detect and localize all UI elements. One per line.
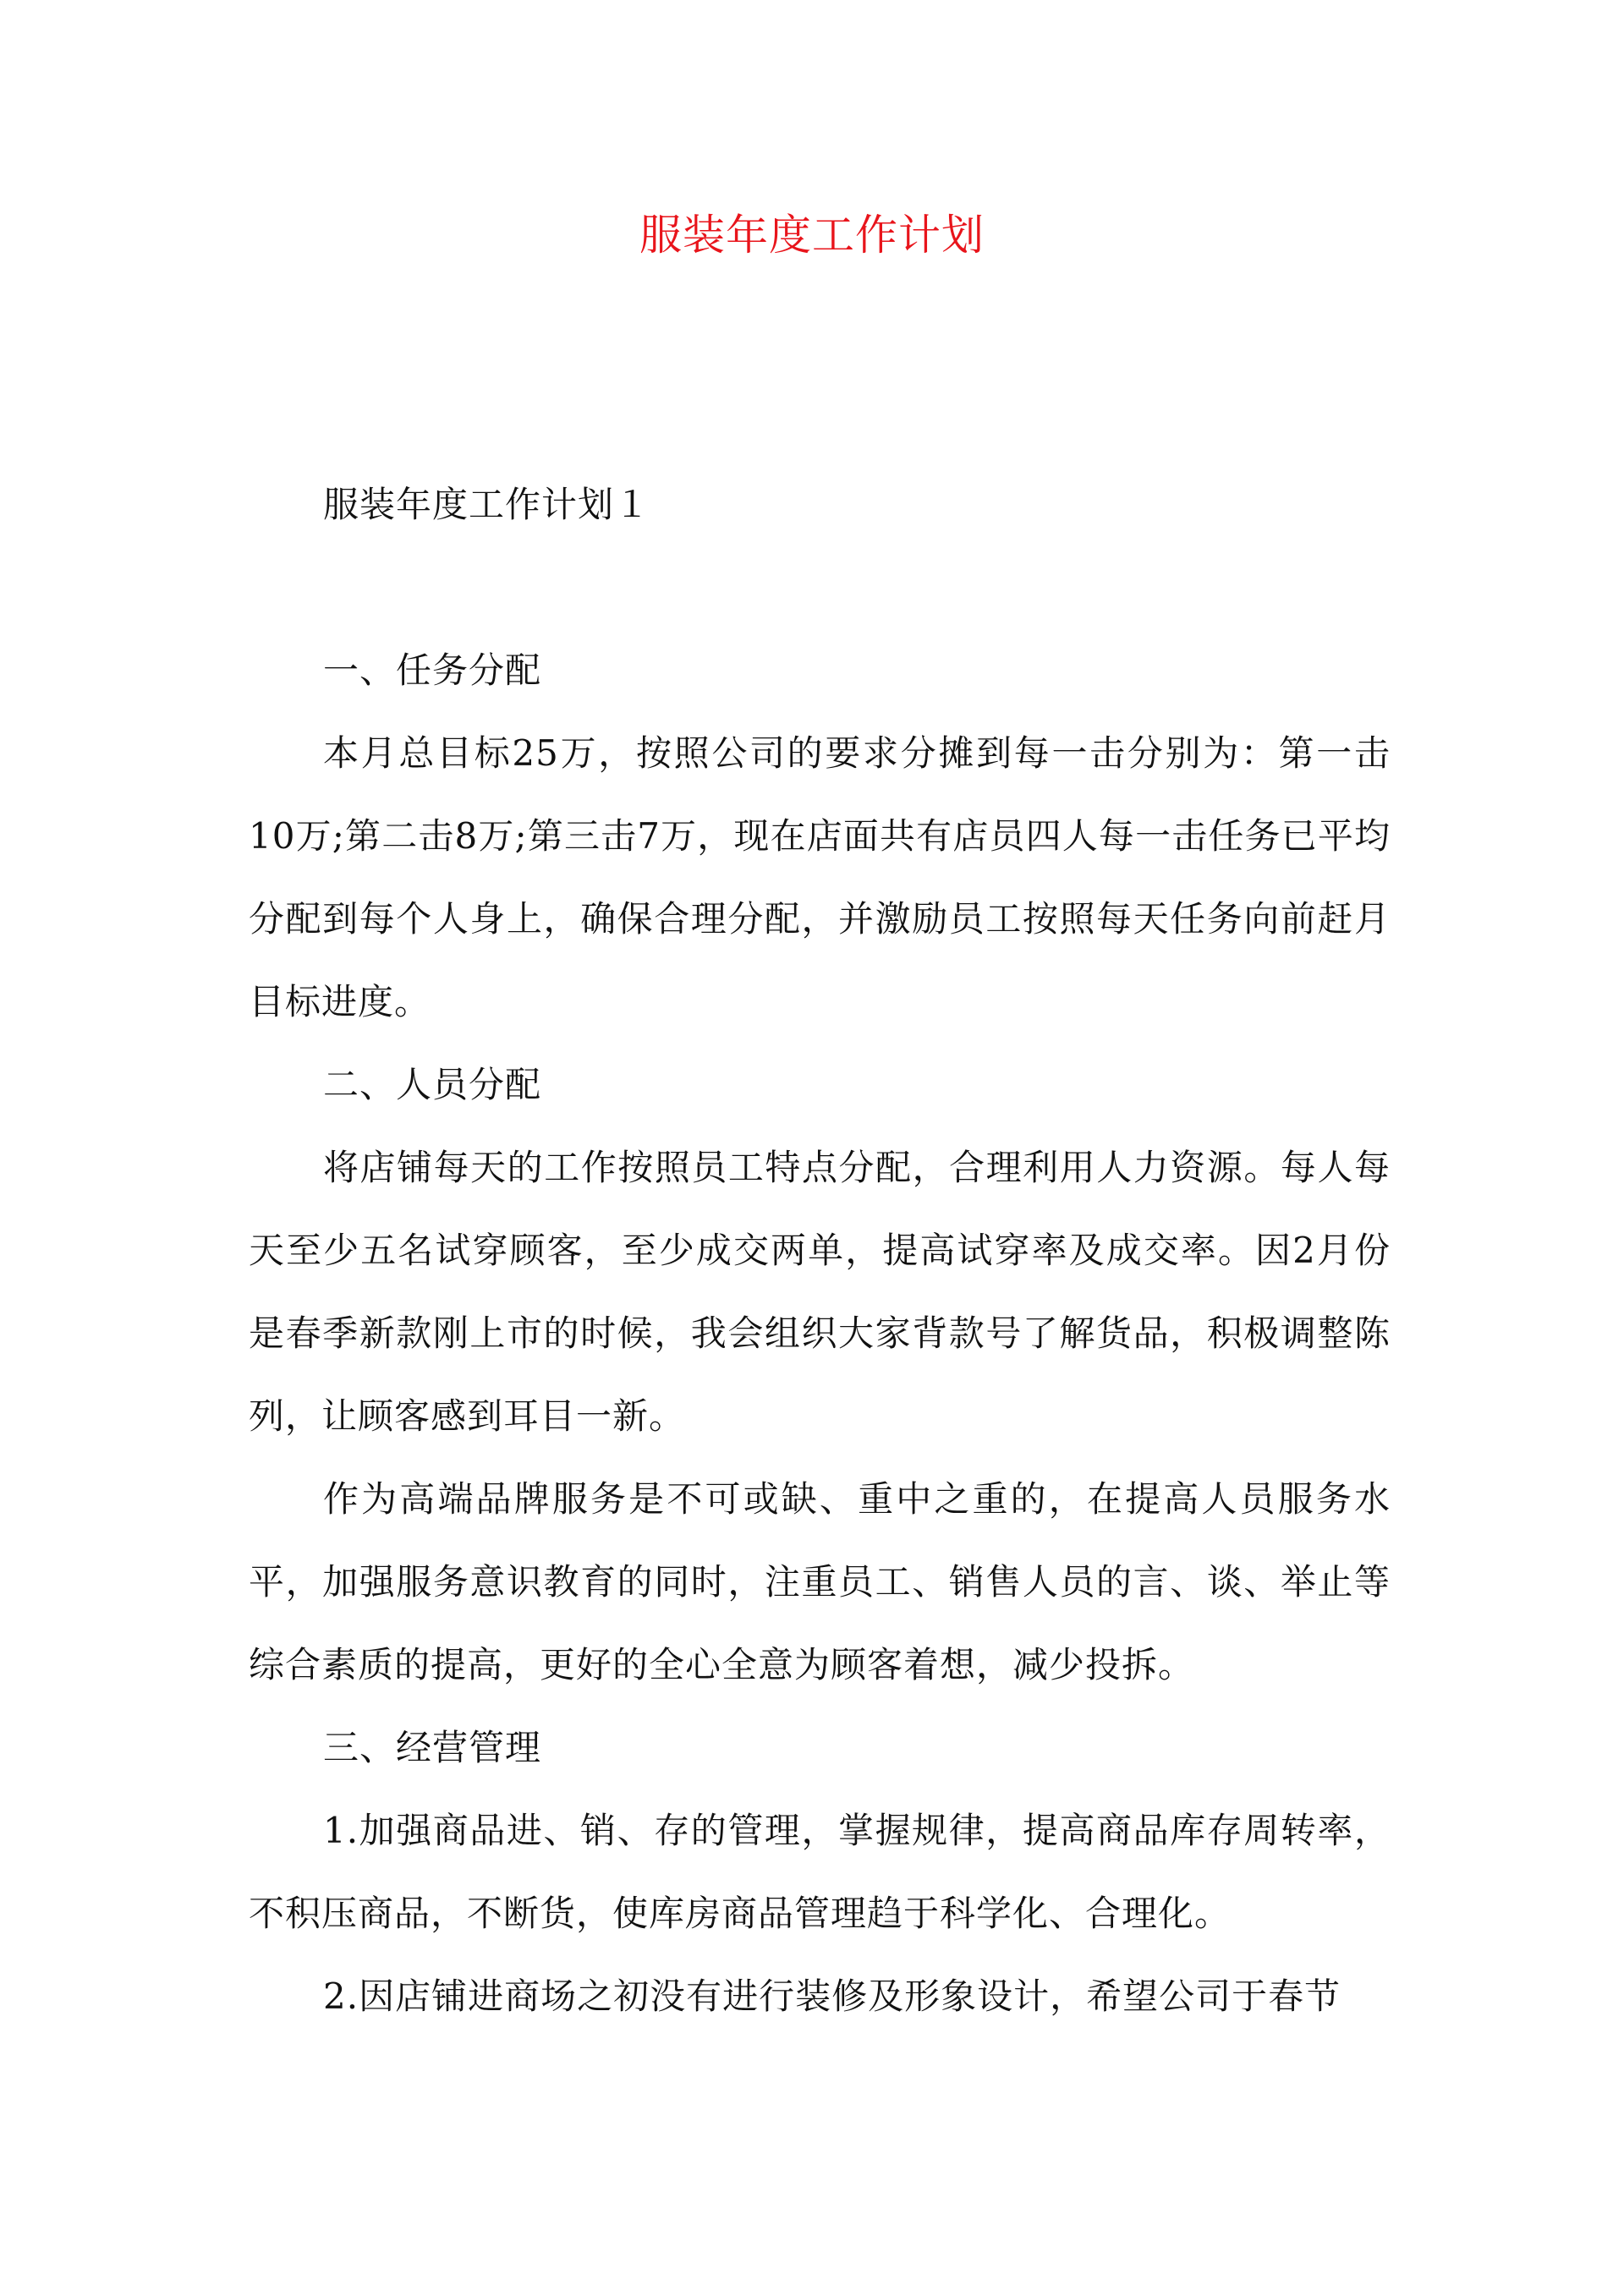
section-heading: 服装年度工作计划１ [323, 484, 651, 525]
paragraph-heading-2: 二、人员分配 [323, 1064, 542, 1105]
paragraph: 将店铺每天的工作按照员工特点分配，合理利用人力资源。每人每天至少五名试穿顾客，至少成交两单，提高试穿率及成交率。因2月份是春季新款刚上市的时候，我会组织大家背款号了解货品，积极调整陈列，让顾客感到耳目一新。 [249, 1147, 1391, 1437]
paragraph: 2.因店铺进商场之初没有进行装修及形象设计，希望公司于春节 [323, 1975, 1341, 2017]
document-title: 服装年度工作计划 [639, 211, 985, 260]
paragraph: 本月总目标25万，按照公司的要求分摊到每一击分别为：第一击10万;第二击8万;第三击7万，现在店面共有店员四人每一击任务已平均分配到每个人身上，确保合理分配，并激励员工按照每天任务向前赶月目标进度。 [249, 732, 1391, 1022]
paragraph-heading-3: 三、经营管理 [323, 1727, 542, 1768]
document-body [249, 463, 1391, 2038]
paragraph: 1.加强商品进、销、存的管理，掌握规律，提高商品库存周转率，不积压商品，不断货，使库房商品管理趋于科学化、合理化。 [249, 1810, 1391, 1934]
paragraph-heading-1: 一、任务分配 [323, 649, 542, 691]
paragraph: 作为高端品牌服务是不可或缺、重中之重的，在提高人员服务水平，加强服务意识教育的同时，注重员工、销售人员的言、谈、举止等综合素质的提高，更好的全心全意为顾客着想，减少投拆。 [249, 1478, 1391, 1685]
